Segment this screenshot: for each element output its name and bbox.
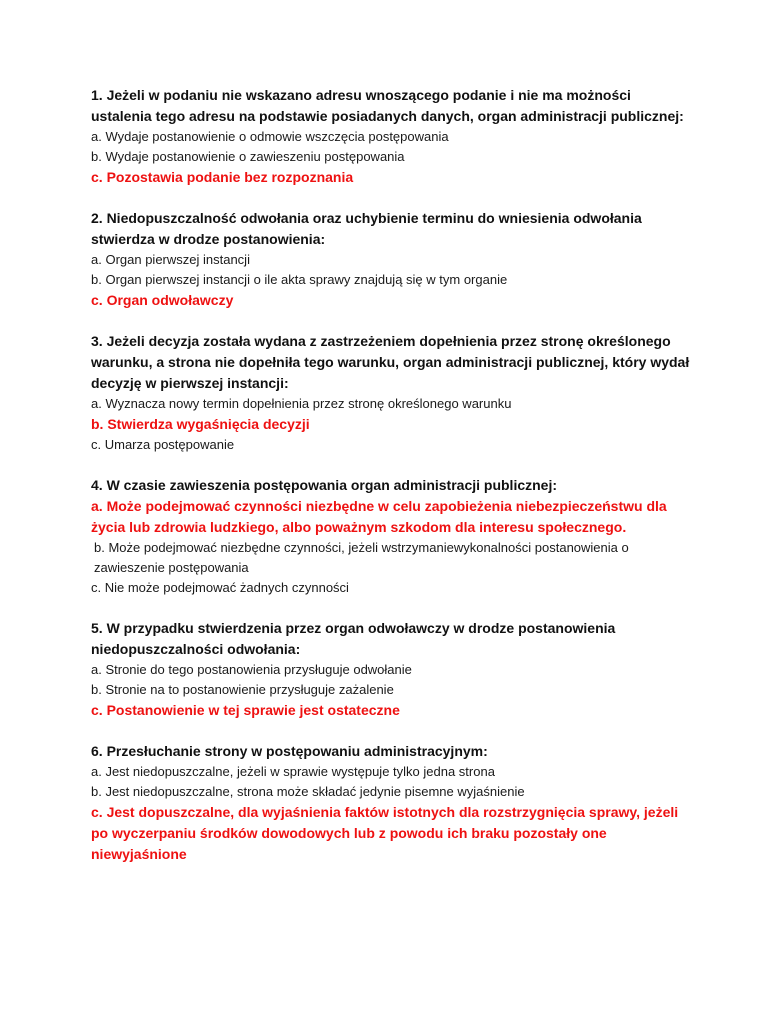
answer-c-correct: c. Pozostawia podanie bez rozpoznania [91, 169, 354, 185]
question-6 [91, 741, 691, 865]
answer-c: c. Umarza postępowanie [91, 437, 235, 452]
question-3 [91, 331, 691, 455]
question-text: 4. W czasie zawieszenia postępowania organ administracji publicznej: [91, 477, 558, 493]
question-text: 5. W przypadku stwierdzenia przez organ odwoławczy w drodze postanowienia niedopuszczalności odwołania: [91, 620, 616, 657]
answer-b-correct: b. Stwierdza wygaśnięcia decyzji [91, 416, 310, 432]
question-text: 3. Jeżeli decyzja została wydana z zastrzeżeniem dopełnienia przez stronę określonego warunku, a strona nie dopełniła tego warunku, organ administracji publicznej, który wydał decyzję w pierwszej instancji: [91, 333, 690, 391]
answer-a: a. Wydaje postanowienie o odmowie wszczęcia postępowania [91, 129, 449, 144]
answer-a: a. Stronie do tego postanowienia przysługuje odwołanie [91, 662, 412, 677]
answer-c-correct: c. Postanowienie w tej sprawie jest ostateczne [91, 702, 400, 718]
answer-b: b. Organ pierwszej instancji o ile akta sprawy znajdują się w tym organie [91, 272, 508, 287]
answer-b: b. Wydaje postanowienie o zawieszeniu postępowania [91, 149, 405, 164]
answer-c-correct: c. Jest dopuszczalne, dla wyjaśnienia faktów istotnych dla rozstrzygnięcia sprawy, jeżeli po wyczerpaniu środków dowodowych lub z powodu ich braku pozostały one niewyjaśnione [91, 804, 679, 862]
question-text: 1. Jeżeli w podaniu nie wskazano adresu wnoszącego podanie i nie ma możności ustalenia tego adresu na podstawie posiadanych danych, organ administracji publicznej: [91, 87, 684, 124]
answer-b: b. Stronie na to postanowienie przysługuje zażalenie [91, 682, 394, 697]
answer-a: a. Organ pierwszej instancji [91, 252, 250, 267]
answer-a-correct: a. Może podejmować czynności niezbędne w celu zapobieżenia niebezpieczeństwu dla życia lub zdrowia ludzkiego, albo poważnym szkodom dla interesu społecznego. [91, 498, 667, 535]
answer-c-correct: c. Organ odwoławczy [91, 292, 234, 308]
question-4 [91, 475, 691, 598]
quiz-content [91, 85, 691, 885]
question-text: 6. Przesłuchanie strony w postępowaniu administracyjnym: [91, 743, 488, 759]
answer-b: b. Jest niedopuszczalne, strona może składać jedynie pisemne wyjaśnienie [91, 784, 525, 799]
answer-a: a. Jest niedopuszczalne, jeżeli w sprawie występuje tylko jedna strona [91, 764, 495, 779]
question-5 [91, 618, 691, 721]
answer-a: a. Wyznacza nowy termin dopełnienia przez stronę określonego warunku [91, 396, 512, 411]
answer-b: b. Może podejmować niezbędne czynności, jeżeli wstrzymaniewykonalności postanowienia o zawieszenie postępowania [94, 540, 629, 575]
question-2 [91, 208, 691, 311]
question-1 [91, 85, 691, 188]
answer-c: c. Nie może podejmować żadnych czynności [91, 580, 349, 595]
question-text: 2. Niedopuszczalność odwołania oraz uchybienie terminu do wniesienia odwołania stwierdza w drodze postanowienia: [91, 210, 642, 247]
